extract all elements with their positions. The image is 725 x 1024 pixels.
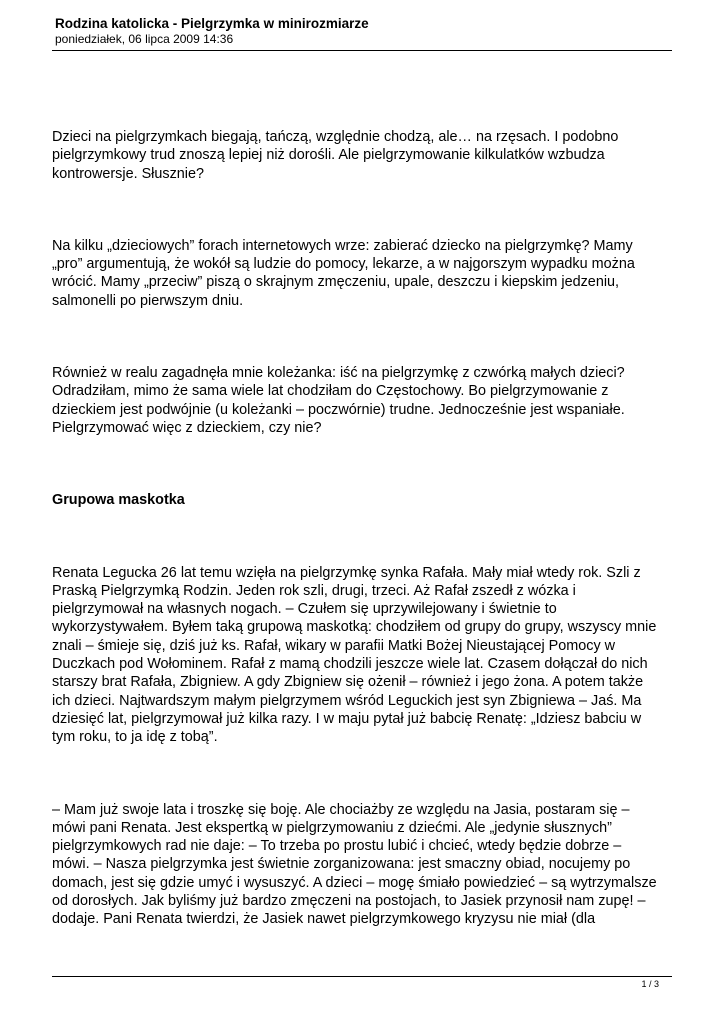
page-number: 1 / 3: [641, 979, 659, 989]
article-body: [52, 128, 677, 929]
paragraph-forums: Na kilku „dzieciowych” forach internetowych wrze: zabierać dziecko na pielgrzymkę? Mamy „pro” argumentują, że wokół są ludzie do pomocy, lekarze, a w najgorszym wypadku można wrócić. Mamy „przeciw” piszą o skrajnym zmęczeniu, upale, deszczu i kiepskim jedzeniu, salmonelli po pierwszym dniu.: [52, 237, 635, 309]
page-header: [55, 16, 675, 47]
paragraph-renata: – Mam już swoje lata i troszkę się boję. Ale chociażby ze względu na Jasia, postaram się – mówi pani Renata. Jest ekspertką w pielgrzymowaniu z dziećmi. Ale „jedynie słusznych” pielgrzymkowych rad nie daje: – To trzeba po prostu lubić i chcieć, wtedy będzie dobrze – mówi. – Nasza pielgrzymka jest świetnie zorganizowana: jest smaczny obiad, nocujemy po domach, jest się gdzie umyć i wysuszyć. A dzieci – mogę śmiało powiedzieć – są wytrzymalsze od dorosłych. Jak byliśmy już bardzo zmęczeni na postojach, to Jasiek przynosił nam zupę! – dodaje. Pani Renata twierdzi, że Jasiek nawet pielgrzymkowego kryzysu nie miał (dla: [52, 801, 657, 928]
header-divider: [52, 50, 672, 51]
document-title: Rodzina katolicka - Pielgrzymka w minirozmiarze: [55, 16, 369, 31]
footer-divider: [52, 976, 672, 977]
paragraph-legucka: Renata Legucka 26 lat temu wzięła na pielgrzymkę synka Rafała. Mały miał wtedy rok. Szli z Praską Pielgrzymką Rodzin. Jeden rok szli, drugi, trzeci. Aż Rafał zszedł z wózka i pielgrzymował na własnych nogach. – Czułem się uprzywilejowany i świetnie to wykorzystywałem. Byłem taką grupową maskotką: chodziłem od grupy do grupy, wszyscy mnie znali – śmieje się, dziś już ks. Rafał, wikary w parafii Matki Bożej Nieustającej Pomocy w Duczkach pod Wołominem. Rafał z mamą chodzili jeszcze wiele lat. Czasem dołączał do nich starszy brat Rafała, Zbigniew. A gdy Zbigniew się ożenił – również i jego żona. A potem także ich dzieci. Najtwardszym małym pielgrzymem wśród Leguckich jest syn Zbigniewa – Jaś. Ma dziesięć lat, pielgrzymował już kilka razy. I w maju pytał już babcię Renatę: „Idziesz babciu w tym roku, to ja idę z tobą”.: [52, 564, 657, 746]
paragraph-colleague: Również w realu zagadnęła mnie koleżanka: iść na pielgrzymkę z czwórką małych dzieci? Odradziłam, mimo że sama wiele lat chodziłam do Częstochowy. Bo pielgrzymowanie z dzieckiem jest podwójnie (u koleżanki – poczwórnie) trudne. Jednocześnie jest wspaniałe. Pielgrzymować więc z dzieckiem, czy nie?: [52, 365, 625, 436]
document-date: poniedziałek, 06 lipca 2009 14:36: [55, 32, 234, 46]
paragraph-intro: Dzieci na pielgrzymkach biegają, tańczą, względnie chodzą, ale… na rzęsach. I podobno pielgrzymkowy trud znoszą lepiej niż dorośli. Ale pielgrzymowanie kilkulatków wzbudza kontrowersje. Słusznie?: [52, 129, 619, 182]
section-heading: Grupowa maskotka: [52, 492, 185, 509]
